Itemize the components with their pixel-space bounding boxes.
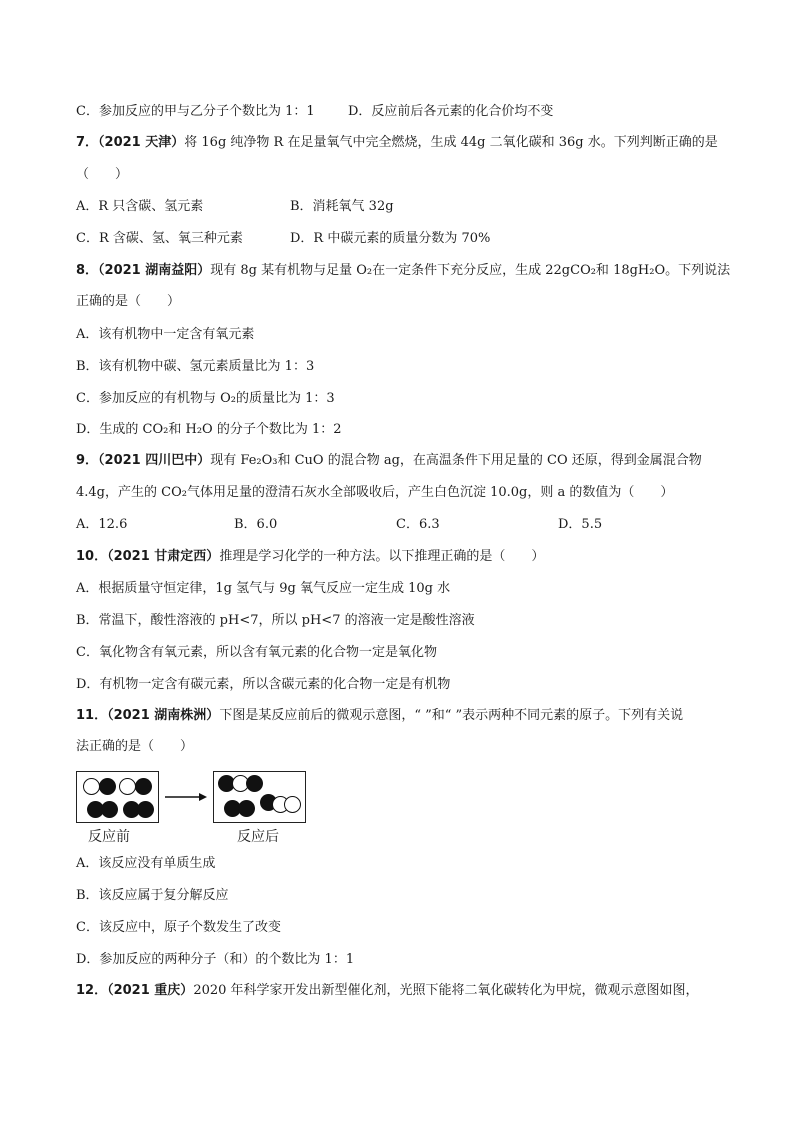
q7-option-c: C．R 含碳、氢、氧三种元素 <box>76 231 243 246</box>
q8-option-b: B．该有机物中碳、氢元素质量比为 1：3 <box>76 359 315 374</box>
q10-option-d: D．有机物一定含有碳元素，所以含碳元素的化合物一定是有机物 <box>76 677 451 692</box>
q11-stem <box>76 707 683 725</box>
q11-option-a: A．该反应没有单质生成 <box>76 856 216 871</box>
q8-text: 现有 8g 某有机物与足量 O₂在一定条件下充分反应，生成 22gCO₂和 18gH₂O。下列说法 <box>210 263 731 278</box>
q11-option-d: D．参加反应的两种分子（和）的个数比为 1：1 <box>76 952 355 967</box>
q6-option-c: C．参加反应的甲与乙分子个数比为 1：1 <box>76 104 315 119</box>
black-atom <box>238 800 255 817</box>
q8-option-a: A．该有机物中一定含有氧元素 <box>76 327 255 342</box>
q7-paren: （ ） <box>76 167 129 182</box>
q11-stem-cont: 法正确的是（ ） <box>76 739 194 754</box>
q9-source: （2021 四川巴中） <box>98 453 211 468</box>
q9-option-d: D．5.5 <box>558 517 603 532</box>
q9-number: 9． <box>76 453 99 468</box>
q7-source: （2021 天津） <box>98 135 185 150</box>
q9-option-b: B．6.0 <box>234 517 278 532</box>
black-atom <box>101 801 118 818</box>
q10-source: （2021 甘肃定西） <box>107 549 220 564</box>
q9-text: 现有 Fe₂O₃和 CuO 的混合物 ag，在高温条件下用足量的 CO 还原，得到金属混合物 <box>210 453 702 468</box>
before-reaction-box <box>76 771 159 823</box>
q7-option-d: D．R 中碳元素的质量分数为 70% <box>290 231 491 246</box>
black-atom <box>135 778 152 795</box>
white-atom <box>83 778 100 795</box>
white-atom <box>284 796 301 813</box>
q12-stem <box>76 982 699 1000</box>
q12-source: （2021 重庆） <box>107 983 194 998</box>
q9-stem-cont: 4.4g，产生的 CO₂气体用足量的澄清石灰水全部吸收后，产生白色沉淀 10.0g，则 a 的数值为（ ） <box>76 485 674 500</box>
q12-text: 2020 年科学家开发出新型催化剂，光照下能将二氧化碳转化为甲烷，微观示意图如图， <box>193 983 699 998</box>
q8-stem <box>76 262 730 280</box>
after-reaction-box <box>213 771 306 823</box>
q10-option-c: C．氧化物含有氧元素，所以含有氧元素的化合物一定是氧化物 <box>76 645 437 660</box>
q7-text: 将 16g 纯净物 R 在足量氧气中完全燃烧，生成 44g 二氧化碳和 36g 水。下列判断正确的是 <box>184 135 718 150</box>
q11-source: （2021 湖南株洲） <box>107 708 220 723</box>
q6-option-d: D．反应前后各元素的化合价均不变 <box>348 104 554 119</box>
q7-number: 7． <box>76 135 99 150</box>
q11-option-b: B．该反应属于复分解反应 <box>76 888 229 903</box>
q8-stem-cont: 正确的是（ ） <box>76 294 181 309</box>
q10-option-b: B．常温下，酸性溶液的 pH<7，所以 pH<7 的溶液一定是酸性溶液 <box>76 613 475 628</box>
q8-source: （2021 湖南益阳） <box>98 263 211 278</box>
black-atom <box>246 775 263 792</box>
q11-number: 11． <box>76 708 108 723</box>
q10-number: 10． <box>76 549 108 564</box>
reaction-arrow <box>163 790 209 804</box>
q7-stem <box>76 134 718 152</box>
caption-after: 反应后 <box>237 829 279 845</box>
q8-option-d: D．生成的 CO₂和 H₂O 的分子个数比为 1：2 <box>76 422 342 437</box>
q10-text: 推理是学习化学的一种方法。以下推理正确的是（ ） <box>219 549 545 564</box>
q8-option-c: C．参加反应的有机物与 O₂的质量比为 1：3 <box>76 391 335 406</box>
q11-option-c: C．该反应中，原子个数发生了改变 <box>76 920 281 935</box>
q10-option-a: A．根据质量守恒定律，1g 氢气与 9g 氧气反应一定生成 10g 水 <box>76 581 451 596</box>
q7-option-b: B．消耗氧气 32g <box>290 199 394 214</box>
q12-number: 12． <box>76 983 108 998</box>
caption-before: 反应前 <box>88 829 130 845</box>
black-atom <box>137 801 154 818</box>
q9-option-a: A．12.6 <box>76 517 128 532</box>
q9-stem <box>76 452 702 470</box>
q7-option-a: A．R 只含碳、氢元素 <box>76 199 204 214</box>
q8-number: 8． <box>76 263 99 278</box>
q10-stem <box>76 548 544 566</box>
black-atom <box>99 778 116 795</box>
q11-text: 下图是某反应前后的微观示意图，“ ”和“ ”表示两种不同元素的原子。下列有关说 <box>219 708 684 723</box>
white-atom <box>119 778 136 795</box>
q9-option-c: C．6.3 <box>396 517 440 532</box>
